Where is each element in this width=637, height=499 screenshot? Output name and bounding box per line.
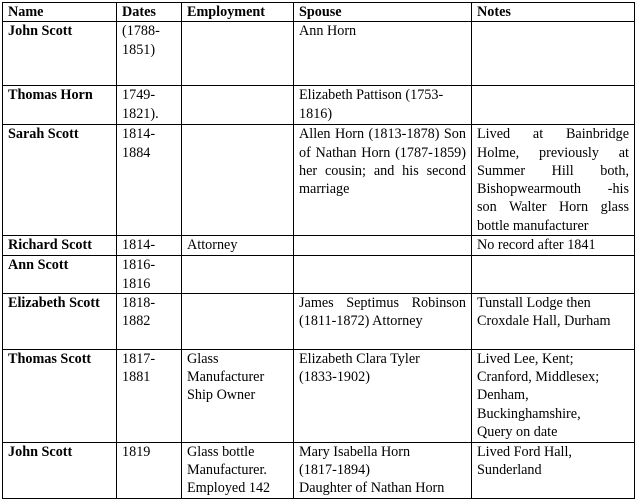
cell-notes: Tunstall Lodge then Croxdale Hall, Durham xyxy=(472,293,635,349)
cell-notes xyxy=(472,236,635,256)
cell-line: (1833-1902) xyxy=(299,369,370,386)
table-row xyxy=(3,236,635,256)
cell-line: Mary Isabella Horn xyxy=(299,443,411,460)
cell-line: Manufacturer xyxy=(187,369,265,386)
cell-spouse xyxy=(294,442,472,498)
cell-spouse xyxy=(294,22,472,86)
cell-line: (1817-1894) xyxy=(299,462,370,479)
cell-dates xyxy=(117,125,182,236)
cell-line: Sunderland xyxy=(477,462,542,479)
cell-line: Glass xyxy=(187,350,219,367)
cell-name: Thomas Scott xyxy=(3,349,117,442)
header-employment: Employment xyxy=(182,3,294,22)
cell-line: Lived Lee, Kent; xyxy=(477,350,574,367)
table-row xyxy=(3,256,635,294)
cell-line: Glass bottle xyxy=(187,443,255,460)
cell-line: 1821). xyxy=(122,105,159,122)
cell-line: Query on date xyxy=(477,424,558,441)
cell-line: Employed 142 xyxy=(187,480,271,497)
cell-line: 1818- xyxy=(122,294,156,311)
cell-name: Richard Scott xyxy=(3,236,117,256)
cell-dates xyxy=(117,349,182,442)
header-name: Name xyxy=(3,3,117,22)
table-row xyxy=(3,22,635,86)
table-row xyxy=(3,442,635,498)
cell-line: Attorney xyxy=(187,237,238,254)
family-table xyxy=(2,2,635,499)
cell-line: 1882 xyxy=(122,313,151,330)
cell-dates xyxy=(117,256,182,294)
cell-employment xyxy=(182,125,294,236)
table-row xyxy=(3,125,635,236)
cell-spouse xyxy=(294,349,472,442)
cell-line: Lived Ford Hall, xyxy=(477,443,572,460)
cell-line: 1814- xyxy=(122,237,156,254)
cell-employment xyxy=(182,349,294,442)
cell-employment xyxy=(182,442,294,498)
cell-line: 1816) xyxy=(299,105,333,122)
cell-name: John Scott xyxy=(3,22,117,86)
cell-line: 1851) xyxy=(122,41,156,58)
cell-dates xyxy=(117,236,182,256)
table-row xyxy=(3,86,635,125)
cell-employment xyxy=(182,22,294,86)
table-row xyxy=(3,349,635,442)
header-row xyxy=(3,3,635,22)
cell-line: 1817- xyxy=(122,350,156,367)
cell-line: 1814- xyxy=(122,126,156,143)
cell-line: 1816 xyxy=(122,275,151,292)
cell-spouse: James Septimus Robinson (1811-1872) Attorney xyxy=(294,293,472,349)
cell-spouse xyxy=(294,256,472,294)
cell-line: Denham, xyxy=(477,387,529,404)
cell-line: Cranford, Middlesex; xyxy=(477,369,600,386)
header-notes: Notes xyxy=(472,3,635,22)
cell-notes xyxy=(472,256,635,294)
cell-line: 1749- xyxy=(122,87,156,104)
cell-name: John Scott xyxy=(3,442,117,498)
cell-dates xyxy=(117,22,182,86)
cell-spouse xyxy=(294,86,472,125)
cell-line: Ann Horn xyxy=(299,23,357,40)
cell-line: (1788- xyxy=(122,23,160,40)
cell-employment xyxy=(182,256,294,294)
cell-spouse xyxy=(294,236,472,256)
cell-name: Thomas Horn xyxy=(3,86,117,125)
cell-name: Elizabeth Scott xyxy=(3,293,117,349)
cell-line: 1816- xyxy=(122,257,156,274)
cell-employment xyxy=(182,293,294,349)
cell-dates xyxy=(117,442,182,498)
header-spouse: Spouse xyxy=(294,3,472,22)
cell-employment xyxy=(182,86,294,125)
cell-notes xyxy=(472,349,635,442)
cell-line: 1819 xyxy=(122,443,151,460)
header-dates: Dates xyxy=(117,3,182,22)
cell-name: Sarah Scott xyxy=(3,125,117,236)
cell-line: 1884 xyxy=(122,144,151,161)
cell-line: Daughter of Nathan Horn xyxy=(299,480,445,497)
cell-line: Manufacturer. xyxy=(187,462,267,479)
cell-line: 1881 xyxy=(122,369,151,386)
cell-dates xyxy=(117,293,182,349)
cell-employment xyxy=(182,236,294,256)
cell-notes xyxy=(472,86,635,125)
cell-line: Ship Owner xyxy=(187,387,256,404)
cell-line: Buckinghamshire, xyxy=(477,405,581,422)
cell-line: No record after 1841 xyxy=(477,237,596,254)
cell-name: Ann Scott xyxy=(3,256,117,294)
table-row xyxy=(3,293,635,349)
cell-spouse: Allen Horn (1813-1878) Son of Nathan Horn (1787-1859) her cousin; and his second marriage xyxy=(294,125,472,236)
cell-notes: Lived at Bainbridge Holme, previously at Summer Hill both, Bishopwearmouth -his son Walter Horn glass bottle manufacturer xyxy=(472,125,635,236)
cell-line: Elizabeth Pattison (1753- xyxy=(299,87,444,104)
cell-dates xyxy=(117,86,182,125)
cell-notes xyxy=(472,442,635,498)
cell-notes xyxy=(472,22,635,86)
cell-line: Elizabeth Clara Tyler xyxy=(299,350,420,367)
